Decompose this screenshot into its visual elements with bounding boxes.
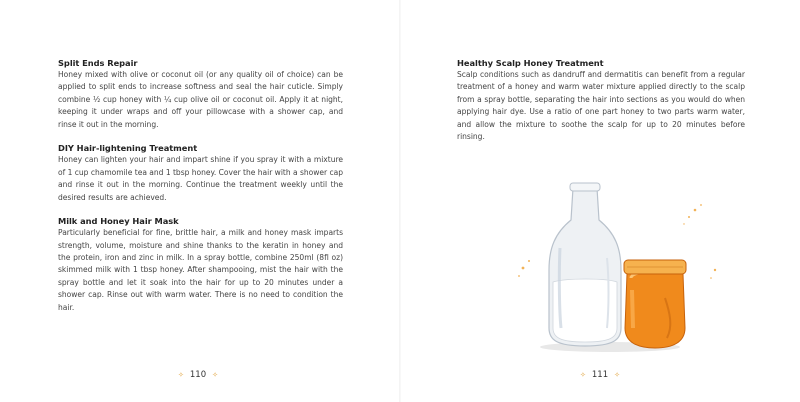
section-milk-honey-mask [58, 215, 343, 314]
ornament-icon: ✧ [580, 371, 586, 379]
right-text-column [457, 57, 745, 155]
honey-jar [624, 260, 686, 348]
section-heading: Milk and Honey Hair Mask [58, 216, 179, 227]
page-number-right [580, 370, 620, 380]
right-page [401, 0, 800, 402]
section-body: Honey mixed with olive or coconut oil (or any quality oil of choice) can be applied to split ends to increase softness and seal the hair cuticle. Simply combine ½ cup honey with ¼ cup olive oil or coconut oil. Apply it at night, keeping it under wraps and off your pillowcase with a shower cap, and rinse it out in the morning. [58, 70, 343, 129]
page-number: 111 [591, 370, 609, 380]
page-number-left [178, 370, 218, 380]
section-diy-hair-lightening [58, 142, 343, 204]
section-body: Scalp conditions such as dandruff and dermatitis can benefit from a regular treatment of a honey and warm water mixture applied directly to the scalp from a spray bottle, separating the hair into sections as you would do when applying hair dye. Use a ratio of one part honey to two parts warm water, and allow the mixture to soothe the scalp for up to 20 minutes before rinsing. [457, 70, 745, 142]
milk-bottle [549, 183, 621, 346]
left-text-column [58, 57, 343, 325]
section-heading: Split Ends Repair [58, 58, 138, 68]
section-split-ends-repair [58, 57, 343, 131]
section-healthy-scalp [457, 57, 745, 144]
ornament-icon: ✧ [212, 371, 218, 379]
page-number: 110 [189, 370, 207, 380]
section-heading: DIY Hair-lightening Treatment [58, 143, 198, 154]
ornament-icon: ✧ [614, 371, 620, 379]
section-body: Honey can lighten your hair and impart shine if you spray it with a mixture of 1 cup chamomile tea and 1 tbsp honey. Cover the hair with a shower cap and rinse it out in the morning. Continue the treatment weekly until the desired results are achieved. [58, 155, 343, 202]
milk-bottle-honey-jar-illustration [515, 178, 725, 358]
ornament-icon: ✧ [178, 371, 184, 379]
section-heading: Healthy Scalp Honey Treatment [457, 58, 604, 68]
section-body: Particularly beneficial for fine, brittle hair, a milk and honey mask imparts strength, volume, moisture and shine thanks to the keratin in honey and the protein, iron and zinc in milk. In a spray bottle, combine 250ml (8fl oz) skimmed milk with 1 tbsp honey. After shampooing, mist the hair with the spray bottle and let it soak into the hair for up to 20 minutes under a shower cap. Rinse out with warm water. There is no need to condition the hair. [58, 228, 343, 312]
